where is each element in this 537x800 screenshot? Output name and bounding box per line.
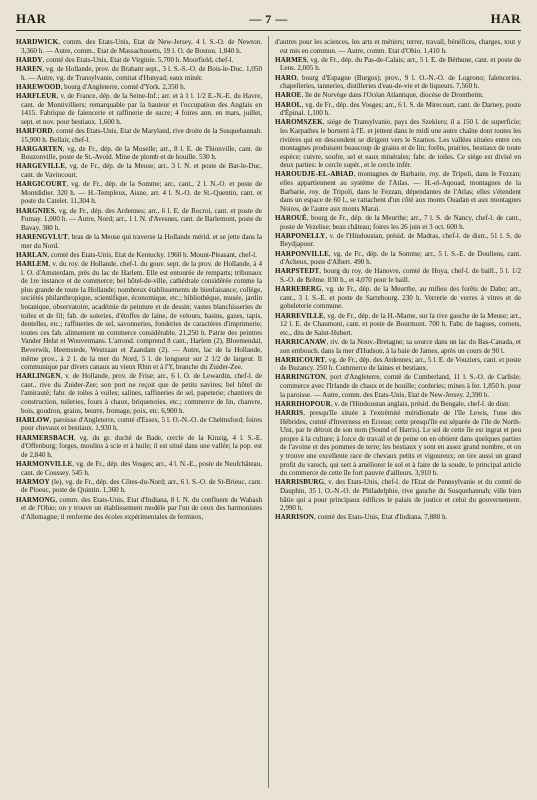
entry-headword: HARLAN bbox=[16, 250, 48, 259]
entry-text: , vg. de Fr., dép. des Vosges; arr., 4 l. N.-E., poste de Neufchâteau, cant. de Coussey. 545 h. bbox=[21, 460, 262, 477]
entry-text: , bourg d'Espagne (Burgos); prov., 9 l. O.-N.-O. de Logrono; faïenceries, chapelleries, tanneries, distilleries d'eau-de-vie et de liqueurs. 7,560 h. bbox=[280, 73, 521, 91]
page-number: — 7 — bbox=[249, 11, 288, 26]
entry-text: , v. de Hollande, prov. de Frise; arr., 6 l. O. de Lewardin, chef-l. de cant., rive du Zuider-Zee; son port ne reçoit que de petits navires; bel hôtel de l'amirauté; fabr. de toiles à voiles; salines, raffineries de sel, papeterie; chantiers de construction, tuileries, fours à chaux, briqueteries, etc.; commerce de lin, chanvre, bois, goudron, grains, beurre, fromage, poix, etc. 6,900 h. bbox=[21, 372, 262, 415]
entry-headword: HARLEM bbox=[16, 259, 49, 268]
entry-headword: HAROMSZEK bbox=[275, 118, 323, 127]
dictionary-entry bbox=[275, 267, 521, 284]
dictionary-entry bbox=[275, 250, 521, 267]
running-header bbox=[16, 10, 521, 28]
dictionary-entry bbox=[16, 434, 262, 460]
entry-text: , vg. du gr. duché de Bade, cercle de la Kinzig, 4 l. S.-E. d'Offenburg; forges, moulins à scie et à huile; il est situé dans une vallée; la pop. est de 2,840 h. bbox=[21, 433, 262, 459]
entry-headword: HARRISON bbox=[275, 513, 315, 522]
entry-text: , comm. des Etats-Unis, Etat d'Indiana, 8 l. N. du confluent du Wabash et de l'Ohio; on y trouve un établissement modèle par l'un de ceux des harmonistes d'Allemagne; il renferme des écoles expérimentales de fermiers, bbox=[21, 495, 262, 521]
dictionary-entry bbox=[16, 207, 262, 233]
entry-text: , vg. de Fr., dép. de la Somme; arr., cant., 2 l. N.-O. et poste de Montdidier. 320 h. — H.-Templeux, Aisne, arr. 4 l. N.-O. de St.-Quentin, cant. et poste du Catelet. 11,304 h. bbox=[21, 180, 262, 206]
entry-text: , vg. de Fr., dép. de la Moselle; arr., 8 l. E. de Thionville, cant. de Bouzonville, poste de St.-Avold. Mine de plomb et de houille. 530 h. bbox=[21, 144, 262, 162]
dictionary-entry bbox=[16, 496, 262, 522]
entry-text: , presqu'île située à l'extrémité méridionale de l'île Lewis, l'une des Hébrides, comté d'Inverness en Ecosse; cette presqu'île est séparée de l'île de North-Uist, par le détroit de son nom (Sound of Harris). Le sol de cette île est ingrat et peu propre à la culture; à force de travail et de peine on en obtient dans quelques parties de l'avoine et des pommes de terre; les bestiaux y sont en assez grand nombre, et on y trouve une excellente race de chevaux petits et vigoureux; on tire aussi un grand profit du varech, qui sert à améliorer le sol et à faire de la soude, le principal article du commerce de cette île fort pauvre d'ailleurs. 3,910 h. bbox=[280, 409, 521, 478]
right-column bbox=[275, 38, 521, 788]
entry-text: , vg. de Fr., dép. de la Meuse; arr., 3 l. N. et poste de Bar-le-Duc, cant. de Vavincourt. bbox=[21, 162, 262, 180]
entry-text: , île de Norvège dans l'Océan Atlantique, diocèse de Drontheim. bbox=[301, 91, 484, 100]
entry-text: , port d'Angleterre, comté de Cumberland, 11 l. S.-O. de Carlisle; commerce avec l'Irlande de chaux et de houille; corderies; mines à fer. 1,850 h. pour la paroisse. — Autre, comm. des Etats-Unis, Etat de New-Jersey. 2,390 h. bbox=[280, 373, 521, 399]
entry-headword: HARGEVILLE bbox=[16, 162, 66, 171]
dictionary-entry bbox=[275, 101, 521, 118]
header-rule bbox=[16, 30, 521, 31]
entry-text: , comté des Etats-Unis, Etat de Kentucky. 1960 h. Mount-Pleasant, chef-l. bbox=[47, 250, 257, 259]
entry-text: , v. de l'Hindoustan, présid. de Madras, chef-l. de distr., 51 l. S. de Beydjapour. bbox=[280, 231, 521, 249]
dictionary-entry bbox=[275, 513, 521, 522]
entry-text: , vg. de Fr., dép. de la H.-Marne, sur la rive gauche de la Meuse; arr., 12 l. E. de Chaumont, cant. et poste de Bourmont. 700 h. Fabr. de bagues, cornets, etc., dits de Saint-Hubert. bbox=[280, 311, 521, 337]
dictionary-entry bbox=[275, 285, 521, 311]
entry-headword: HARRIS bbox=[275, 409, 304, 418]
entry-text: (le), vg. de Fr., dép. des Côtes-du-Nord; arr., 6 l. S.-O. de St-Brieuc, cant. de Ploeuc, poste de Quintin. 1,360 h. bbox=[21, 477, 262, 495]
dictionary-entry bbox=[275, 312, 521, 338]
entry-headword: HARLINGEN bbox=[16, 372, 61, 381]
left-column bbox=[16, 38, 262, 788]
dictionary-entry bbox=[16, 478, 262, 495]
dictionary-entry bbox=[275, 232, 521, 249]
dictionary-entry bbox=[16, 260, 262, 372]
dictionary-entry bbox=[16, 145, 262, 162]
header-right: HAR bbox=[490, 11, 521, 26]
entry-headword: HARMERSBACH bbox=[16, 433, 74, 442]
entry-headword: HARRICOURT bbox=[275, 355, 326, 364]
entry-text: , montagnes de Barbarie, roy. de Tripoli, dans le Fezzan; elles appartiennent au système de l'Atlas. — H.-el-Aqouad, montagnes de la Barbarie, roy. de Tripoli, dans le Fezzan, dépendantes de l'Atlas; elles s'étendent dans un espace de 60 l., se rattachent d'un côté aux monts Ouadan et aux montagnes Noires, de l'autre aux monts Marai. bbox=[280, 170, 521, 213]
entry-headword: HARMOY bbox=[16, 477, 50, 486]
dictionary-entry bbox=[16, 416, 262, 433]
entry-headword: HARREVILLE bbox=[275, 311, 324, 320]
dictionary-entry bbox=[16, 38, 262, 55]
entry-text: , v. de France, dép. de la Seine-Inf.; arr. et à 1 l. 1/2 E.-N.-E. du Havre, cant. de Montivilliers; remarquable par la hauteur et l'occupation des Anglais en 1415. Fabrique de faïencerie et raffinerie de sucre; 4 foires ann. en mars, juillet, sept. et nov. pour bestiaux. 1,600 h. bbox=[21, 91, 262, 126]
entry-headword: HAREN bbox=[16, 64, 43, 73]
entry-text: , v. du roy. de Hollande, chef-l. du gouv. sept. de la prov. de Hollande, à 4 l. O. d'Amsterdam, près du lac de Harlem. Elle est entourée de remparts; tribunaux de 1re instance et de commerce; bel hôtel-de-ville, cathédrale considérée comme la plus grande de toute la Hollande; nombreux établissements de bienfaisance; collége, sociétés philanthropique, scientifique, économique, etc.; bibliothèque, musée, jardin botanique, observatoire, académie de peinture et de dessin; vastes blanchisseries de toiles et de fil; fab. de soieries, d'étoffes de laine, de velours, basins, gazes, tapis, dentelles, etc.; raffineries de sel, savonneries, fonderies de caractères d'imprimerie; toutes ces fab. alimentent un commerce considérable. 21,250 h. Patrie des peintres Vander Helst et Wouvermans. L'arrond. comprend 8 cant., Harlem (2), Bloemendal, Beverwik, Heemstede, Westzaan et Zaandam (2). — Autre, lac de la Hollande, même prov., à 2 l. de la mer du Nord, 5 l. de longueur sur 2 1/2 de largeur. Il communique par divers canaux au vieux Rhin et à l'Y, branche du Zuider-Zee. bbox=[21, 259, 262, 372]
entry-headword: HAROL bbox=[275, 100, 302, 109]
dictionary-entry bbox=[275, 214, 521, 231]
dictionary-entry bbox=[275, 409, 521, 478]
entry-headword: HARGNIES bbox=[16, 206, 55, 215]
dictionary-entry bbox=[16, 233, 262, 250]
dictionary-entry bbox=[16, 83, 262, 92]
dictionary-entry bbox=[16, 127, 262, 144]
entry-text: , vg. de Fr., dép. des Vosges; arr., 6 l. S. de Mirecourt, cant. de Darney, poste d'Épinal. 1,100 h. bbox=[280, 100, 521, 118]
entry-headword: HARPSTEDT bbox=[275, 267, 320, 276]
column-divider bbox=[268, 36, 269, 788]
dictionary-entry bbox=[275, 478, 521, 512]
dictionary-entry bbox=[16, 162, 262, 179]
entry-text: d'autres pour les sciences, les arts et métiers; terrer, travail, bénéfices, charges, tout y est mis en commun. — Autre, comm. Etat d'Ohio. 1,410 h. bbox=[275, 38, 521, 55]
entry-text: , v. de l'Hindoustan anglais, présid. du Bengale, chef-l. de distr. bbox=[330, 399, 510, 408]
dictionary-entry bbox=[275, 118, 521, 170]
dictionary-entry bbox=[275, 373, 521, 399]
dictionary-entry bbox=[275, 338, 521, 355]
dictionary-entry bbox=[16, 372, 262, 415]
entry-headword: HARRIHOPOUR bbox=[275, 399, 331, 408]
entry-text: , comté des Etats-Unis, Etat de Maryland, rive droite de la Susquehannah. 15,900 h. Bellair, chef-l. bbox=[21, 126, 262, 144]
header-left: HAR bbox=[16, 11, 47, 26]
dictionary-entry bbox=[275, 400, 521, 409]
entry-text: , vg. de Fr., dép. des Ardennes; arr., 6 l. E. de Rocroi, cant. et poste de Fumay. 1,000 h. — Autre, Nord; arr., 1 l. N. d'Avesnes, cant. de Barlemont, poste de Bavay. 380 h. bbox=[21, 206, 262, 232]
dictionary-entry bbox=[16, 180, 262, 206]
dictionary-entry bbox=[275, 56, 521, 73]
entry-headword: HARLOW bbox=[16, 415, 50, 424]
entry-headword: HARFORD bbox=[16, 126, 53, 135]
entry-text: , riv. de la Nouv.-Bretagne; sa source dans un lac du Bas-Canada, et son embouch. dans la mer d'Hudson, à la baie de James, après un cours de 90 l. bbox=[280, 337, 521, 355]
entry-headword: HAROUDJE-EL-ABIAD bbox=[275, 170, 354, 179]
entry-headword: HARMONG bbox=[16, 495, 56, 504]
entry-text: , paroisse d'Angleterre, comté d'Essex, 5 l. O.-N.-O. de Chelmsford; foires pour chevaux et bestiaux. 1,930 h. bbox=[21, 415, 262, 433]
entry-headword: HARREBERG bbox=[275, 285, 322, 294]
entry-headword: HAROUÉ bbox=[275, 214, 307, 223]
entry-headword: HARO bbox=[275, 73, 297, 82]
entry-text: , bourg du roy. de Hanovre, comté de Hoya, chef-l. de baill., 5 l. 1/2 S.-O. de Brême. 830 h., et 4,070 pour le baill. bbox=[280, 267, 521, 284]
entry-headword: HARRINGTON bbox=[275, 373, 326, 382]
entry-headword: HARFLEUR bbox=[16, 91, 57, 100]
entry-text: , bourg de Fr., dép. de la Meurthe; arr., 7 l. S. de Nancy, chef-l. de cant., poste de Vezelise; beau château; foires les 26 juin et 3 oct. 600 h. bbox=[280, 214, 521, 231]
entry-headword: HARENGVLUT bbox=[16, 233, 68, 241]
entry-headword: HARGICOURT bbox=[16, 180, 67, 189]
dictionary-entry bbox=[16, 65, 262, 82]
entry-text: , vg. de Fr., dép. de la Somme; arr., 5 l. S.-E. de Doullens, cant. d'Acheux, poste d'Albert. 490 h. bbox=[280, 249, 521, 267]
dictionary-entry bbox=[275, 91, 521, 100]
entry-text: , vg. de Fr., dép. des Ardennes; arr., 5 l. E. de Vouziers, cant. et poste de Buzancy. 250 h. Commerce de laines et bestiaux. bbox=[280, 355, 521, 373]
entry-headword: HARDWICK bbox=[16, 38, 59, 46]
entry-headword: HARMES bbox=[275, 55, 307, 64]
entry-text: , siége de Transylvanie, pays des Szeklers; il a 150 l. de superficie; les Karpathes le bornent à l'E. et jettent dans le midi une autre chaîne dont toutes les rivières qui en descendent se dirigent vers le Szamos. Les vallées situées entre ces montagnes produisent beaucoup de grains et de lin; forêts, prairies, bestiaux de toute espèce; cuivre, soufre, sel et eaux minérales; fabr. de toiles. Ce siége est divisé en deux parties: le cercle supér., et le cercle infér. bbox=[280, 118, 521, 170]
entry-headword: HARDY bbox=[16, 55, 43, 64]
dictionary-entry bbox=[16, 460, 262, 477]
entry-text: , bras de la Meuse qui traverse la Hollande mérid. et se jette dans la mer du Nord. bbox=[21, 233, 262, 250]
entry-headword: HARRICANAW bbox=[275, 337, 327, 346]
entry-text: , vg. de Fr., dép. de la Meurthe, au milieu des forêts de Dabo; arr., cant., 3 l. S.-E. et poste de Sarrebourg. 230 h. Verrerie de verres à vitres et de gobeleterie commune. bbox=[280, 285, 521, 311]
dictionary-entry bbox=[16, 251, 262, 260]
entry-text: , comté des Etats-Unis, Etat de Virginie. 5,700 h. Moorfield, chef-l. bbox=[42, 55, 234, 64]
dictionary-entry bbox=[16, 92, 262, 126]
entry-headword: HARPONELLY bbox=[275, 231, 326, 240]
dictionary-entry bbox=[275, 170, 521, 213]
entry-text: , vg. de Hollande, prov. du Brabant sept., 3 l. S.-S.-O. de Bois-le-Duc. 1,050 h. — Autre, vg. de Transylvanie, comitat d'Hunyad; eaux minér. bbox=[21, 64, 262, 82]
dictionary-entry bbox=[275, 356, 521, 373]
dictionary-entry bbox=[275, 74, 521, 91]
dictionary-entry bbox=[16, 56, 262, 65]
entry-headword: HARPONVILLE bbox=[275, 249, 329, 258]
entry-text: , v. des Etats-Unis, chef-l. de l'Etat de Pennsylvanie et du comté de Dauphin, 35 l. O.-N.-O. de Philadelphie, rive gauche du Susquehannah; ville bien bâtie qui a pour principaux édifices le palais de justice et celui du gouvernement. 2,990 h. bbox=[280, 478, 521, 513]
entry-headword: HAROE bbox=[275, 91, 302, 100]
entry-text: , comté des Etats-Unis, Etat d'Indiana. 7,880 h. bbox=[314, 513, 448, 522]
entry-text: , bourg d'Angleterre, comté d'York. 2,350 h. bbox=[60, 82, 186, 91]
dictionary-entry bbox=[275, 38, 521, 55]
entry-text: , comm. des Etats-Unis, Etat de New-Jersey, 4 l. S.-O. de Newton. 3,360 h. — Autre, comm., Etat de Massachusetts, 19 l. O. de Boston. 1,840 h. bbox=[21, 38, 262, 55]
entry-headword: HARRISBURG bbox=[275, 478, 325, 487]
entry-text: , vg. de Fr., dép. du Pas-de-Calais; arr., 5 l. E. de Béthune, cant. et poste de Lens. 2,005 h. bbox=[280, 55, 521, 73]
entry-headword: HARMONVILLE bbox=[16, 460, 73, 468]
entry-headword: HARGARTEN bbox=[16, 144, 63, 153]
entry-headword: HAREWOOD bbox=[16, 82, 61, 91]
